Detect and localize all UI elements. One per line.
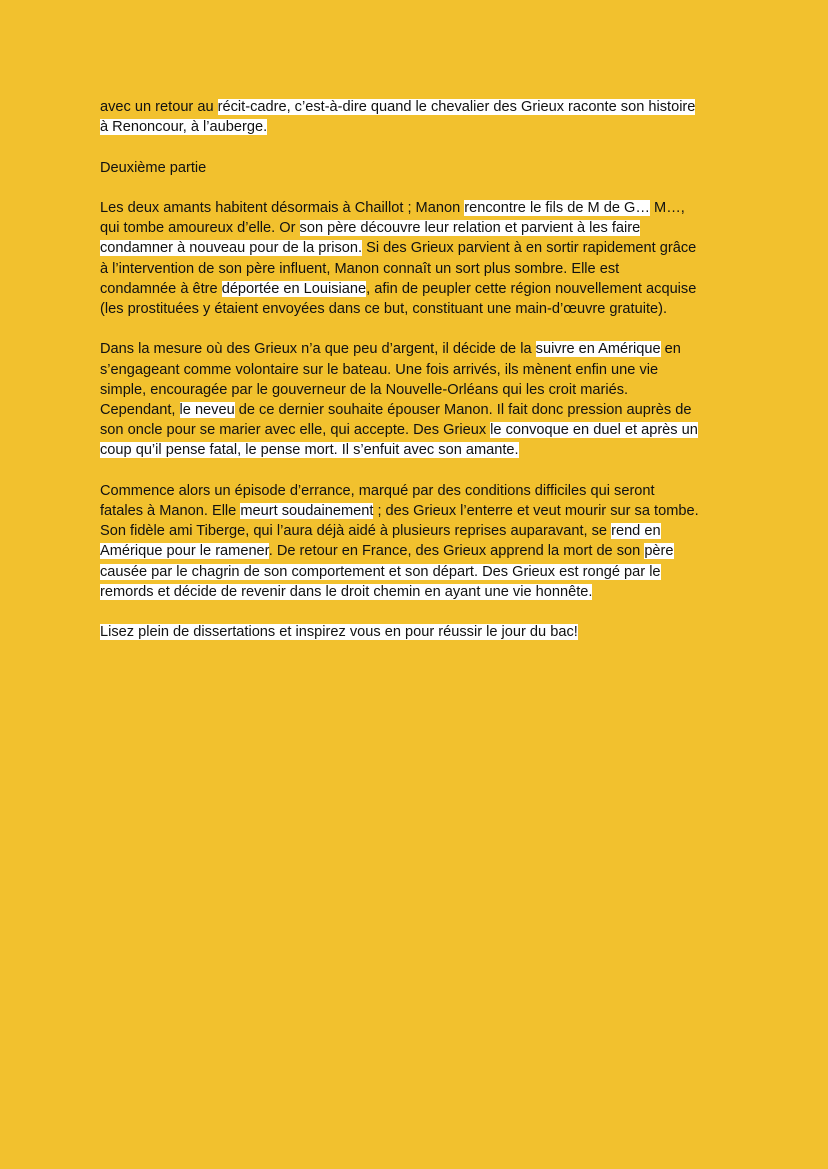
- highlighted-text: à Renoncour, à l’auberge.: [100, 119, 268, 136]
- text: fatales à Manon. Elle: [100, 503, 241, 519]
- text: condamnée à être: [100, 280, 222, 297]
- text: Commence alors un épisode d’errance, marqué par des conditions difficiles qui seront: [100, 482, 655, 499]
- highlighted-text: suivre en Amérique: [535, 341, 661, 358]
- text: M…,: [650, 199, 685, 216]
- text: son oncle pour se marier avec elle, qui accepte. Des Grieux: [100, 422, 491, 439]
- highlighted-text: causée par le chagrin de son comportement et son départ. Des Grieux est rongé par le: [100, 563, 661, 580]
- text: en: [660, 341, 681, 358]
- highlighted-text: condamner à nouveau pour de la prison.: [100, 240, 363, 257]
- highlighted-text: Lisez plein de dissertations et inspirez vous en pour réussir le jour du bac!: [100, 624, 578, 641]
- text: avec un retour au: [100, 99, 218, 115]
- text: Cependant,: [100, 402, 180, 418]
- highlighted-text: rend en: [611, 523, 661, 540]
- highlighted-text: son père découvre leur relation et parvient à les faire: [299, 220, 641, 237]
- intro-paragraph: [100, 97, 740, 137]
- paragraph-chaillot: [100, 198, 740, 319]
- text: qui tombe amoureux d’elle. Or: [100, 220, 300, 237]
- highlighted-text: récit-cadre, c’est-à-dire quand le chevalier des Grieux raconte son histoire: [217, 99, 696, 115]
- highlighted-text: meurt soudainement: [240, 503, 374, 519]
- highlighted-text: coup qu’il pense fatal, le pense mort. Il s’enfuit avec son amante.: [100, 442, 519, 459]
- highlighted-text: déportée en Louisiane: [221, 280, 367, 297]
- highlighted-text: père: [644, 543, 674, 560]
- highlighted-text: rencontre le fils de M de G…: [464, 199, 650, 216]
- paragraph-amerique: [100, 339, 740, 460]
- text: de ce dernier souhaite épouser Manon. Il fait donc pression auprès de: [234, 402, 692, 418]
- text: . De retour en France, des Grieux apprend la mort de son: [268, 543, 645, 560]
- highlighted-text: Amérique pour le ramener: [100, 543, 269, 560]
- text: Si des Grieux parvient à en sortir rapidement grâce: [362, 240, 697, 257]
- text: Les deux amants habitent désormais à Chaillot ; Manon: [100, 199, 465, 216]
- text: Dans la mesure où des Grieux n’a que peu d’argent, il décide de la: [100, 341, 536, 358]
- document-body: [100, 97, 740, 663]
- section-heading: Deuxième partie: [100, 159, 207, 176]
- highlighted-text: le neveu: [179, 402, 235, 418]
- text: (les prostituées y étaient envoyées dans ce but, constituant une main-d’œuvre gratuite).: [100, 301, 668, 317]
- paragraph-errance: [100, 481, 740, 602]
- highlighted-text: le convoque en duel et après un: [490, 422, 698, 439]
- text: s’engageant comme volontaire sur le bateau. Une fois arrivés, ils mènent enfin une vie: [100, 361, 659, 378]
- text: , afin de peupler cette région nouvellement acquise: [366, 280, 697, 297]
- text: Son fidèle ami Tiberge, qui l’aura déjà aidé à plusieurs reprises auparavant, se: [100, 523, 612, 540]
- text: ; des Grieux l’enterre et veut mourir sur sa tombe.: [373, 503, 699, 519]
- closing-paragraph: [100, 622, 740, 642]
- text: à l’intervention de son père influent, Manon connaît un sort plus sombre. Elle est: [100, 260, 620, 277]
- text: simple, encouragée par le gouverneur de la Nouvelle-Orléans qui les croit mariés.: [100, 381, 629, 398]
- highlighted-text: remords et décide de revenir dans le droit chemin en ayant une vie honnête.: [100, 583, 593, 600]
